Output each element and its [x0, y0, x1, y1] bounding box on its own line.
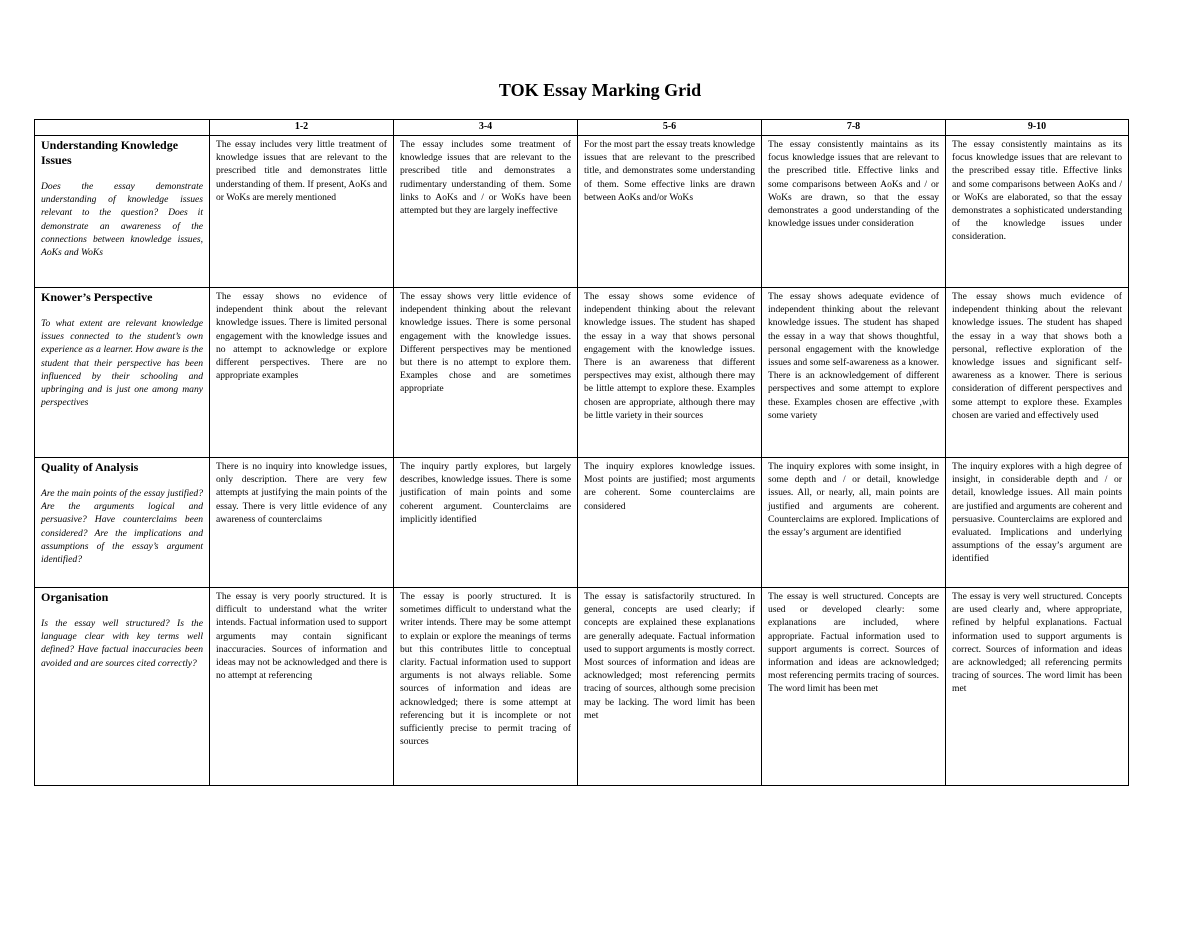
band-header: 1-2 — [210, 120, 394, 136]
criterion-question: Does the essay demonstrate understanding of knowledge issues relevant to the question? Does it demonstrate an awareness of the connections between knowledge issues, AoKs and WoKs — [41, 181, 203, 259]
criterion-cell — [35, 136, 210, 288]
descriptor-cell: The essay is very poorly structured. It is difficult to understand what the writer intends. Factual information used to support arguments may contain significant inaccuracies. Sources of information and ideas may not be acknowledged and there is no attempt at referencing — [210, 588, 394, 786]
criterion-title: Organisation — [41, 590, 109, 604]
descriptor-cell: The essay is well structured. Concepts are used or developed clearly: some explanations are included, where appropriate. Factual information used to support arguments is correct. Sources of information and ideas are acknowledged; most referencing permits tracing of sources. The word limit has been met — [762, 588, 946, 786]
criterion-row-knowers-perspective — [35, 288, 1129, 458]
descriptor-cell: The inquiry explores knowledge issues. Most points are justified; most arguments are coherent. Some counterclaims are considered — [578, 458, 762, 588]
criterion-row-understanding — [35, 136, 1129, 288]
descriptor-cell: The inquiry explores with a high degree of insight, in considerable depth and / or detail, knowledge issues. All main points are justified and arguments are coherent and persuasive. Counterclaims are explored and evaluated. Implications and underlying assumptions of the essay’s argument are identified — [946, 458, 1129, 588]
criterion-cell — [35, 458, 210, 588]
criterion-question: Is the essay well structured? Is the language clear with key terms well defined? Have factual inaccuracies been avoided and are sources cited correctly? — [41, 618, 203, 669]
descriptor-cell: The essay shows adequate evidence of independent thinking about the relevant knowledge issues. The student has shaped the essay in a way that shows thoughtful, personal engagement with the knowledge issues and some self-awareness as a knower. There is an acknowledgement of different perspectives and some attempt to explore these. Examples chosen are effective ,with some variety — [762, 288, 946, 458]
descriptor-cell: The essay includes some treatment of knowledge issues that are relevant to the prescribed title and demonstrates a rudimentary understanding of them. Some links to AoKs and / or WoKs have been attempted but they are largely ineffective — [394, 136, 578, 288]
descriptor-cell: The inquiry explores with some insight, in some depth and / or detail, knowledge issues. All, or nearly, all, main points are justified and arguments are coherent. Counterclaims are explored. Implications of the essay’s argument are identified — [762, 458, 946, 588]
corner-header — [35, 120, 210, 136]
criterion-cell — [35, 588, 210, 786]
band-header-row — [35, 120, 1129, 136]
descriptor-cell: The essay consistently maintains as its focus knowledge issues that are relevant to the prescribed essay title. Effective links and some comparisons between AoKs and / or WoKs are elaborated, so that the essay demonstrates a sophisticated understanding of the knowledge issues under consideration. — [946, 136, 1129, 288]
criterion-title: Understanding Knowledge Issues — [41, 138, 179, 167]
descriptor-cell: There is no inquiry into knowledge issues, only description. There are very few attempts at justifying the main points of the essay. There is very little evidence of any awareness of counterclaims — [210, 458, 394, 588]
criterion-row-organisation — [35, 588, 1129, 786]
band-header: 9-10 — [946, 120, 1129, 136]
descriptor-cell: The essay is satisfactorily structured. In general, concepts are used clearly; if concepts are explained these explanations are generally adequate. Factual information used to support arguments is mostly correct. Most sources of information and ideas are acknowledged; most referencing permits tracing of sources, although some precision may be lacking. The word limit has been met — [578, 588, 762, 786]
criterion-title: Knower’s Perspective — [41, 290, 153, 304]
criterion-question: Are the main points of the essay justified? Are the arguments logical and persuasive? Have counterclaims been considered? Are the implications and assumptions of the essay’s argument identified? — [41, 488, 203, 566]
band-header: 3-4 — [394, 120, 578, 136]
descriptor-cell: The essay consistently maintains as its focus knowledge issues that are relevant to the prescribed title. Effective links and some comparisons between AoKs and / or WoKs are drawn, so that the essay demonstrates a good understanding of the knowledge issues under consideration — [762, 136, 946, 288]
marking-grid-table — [34, 119, 1129, 786]
band-header: 7-8 — [762, 120, 946, 136]
criterion-question: To what extent are relevant knowledge issues connected to the student’s own experience as a learner. How aware is the student that their perspective has been influenced by their schooling and upbringing and is just one among many perspectives — [41, 318, 203, 409]
descriptor-cell: The essay is poorly structured. It is sometimes difficult to understand what the writer intends. There may be some attempt to explain or explore the meanings of terms but this contributes little to conceptual clarity. Factual information used to support arguments is not always reliable. Some sources of information and ideas are acknowledged; there is some attempt at referencing but it is incomplete or not sufficiently precise to permit tracing of sources — [394, 588, 578, 786]
descriptor-cell: The essay shows much evidence of independent thinking about the relevant knowledge issues. The student has shaped the essay in a way that shows both a personal, reflective exploration of the knowledge issues and significant self-awareness as a knower. There is serious consideration of different perspectives and some attempt to explore these. Examples chosen are varied and effectively used — [946, 288, 1129, 458]
page-title: TOK Essay Marking Grid — [498, 80, 702, 100]
descriptor-cell: The essay is very well structured. Concepts are used clearly and, where appropriate, refined by helpful explanations. Factual information used to support arguments is correct. Sources of information and ideas are acknowledged; all referencing permits tracing of sources. The word limit has been met — [946, 588, 1129, 786]
descriptor-cell: For the most part the essay treats knowledge issues that are relevant to the prescribed title, and demonstrates some understanding of them. Some effective links are drawn between AoKs and/or WoKs — [578, 136, 762, 288]
descriptor-cell: The essay shows very little evidence of independent thinking about the relevant knowledge issues. There is some personal engagement with the knowledge issues. Different perspectives may be mentioned but there is no attempt to explore them. Examples chose and are sometimes appropriate — [394, 288, 578, 458]
descriptor-cell: The inquiry partly explores, but largely describes, knowledge issues. There is some justification of main points and some coherent argument. Counterclaims are implicitly identified — [394, 458, 578, 588]
criterion-title: Quality of Analysis — [41, 460, 139, 474]
descriptor-cell: The essay shows some evidence of independent thinking about the relevant knowledge issues. The student has shaped the essay in a way that shows personal engagement with the knowledge issues. There is an awareness that different perspectives may exist, although there may be little attempt to explore these. Examples chosen are appropriate, although there may be little variety in their sources — [578, 288, 762, 458]
descriptor-cell: The essay includes very little treatment of knowledge issues that are relevant to the prescribed title and demonstrates little understanding of them. If present, AoKs and or WoKs are merely mentioned — [210, 136, 394, 288]
criterion-row-quality-of-analysis — [35, 458, 1129, 588]
descriptor-cell: The essay shows no evidence of independent think about the relevant knowledge issues. There is limited personal engagement with the knowledge issues and no attempt to acknowledge or explore different perspectives. There are no appropriate examples — [210, 288, 394, 458]
criterion-cell — [35, 288, 210, 458]
band-header: 5-6 — [578, 120, 762, 136]
